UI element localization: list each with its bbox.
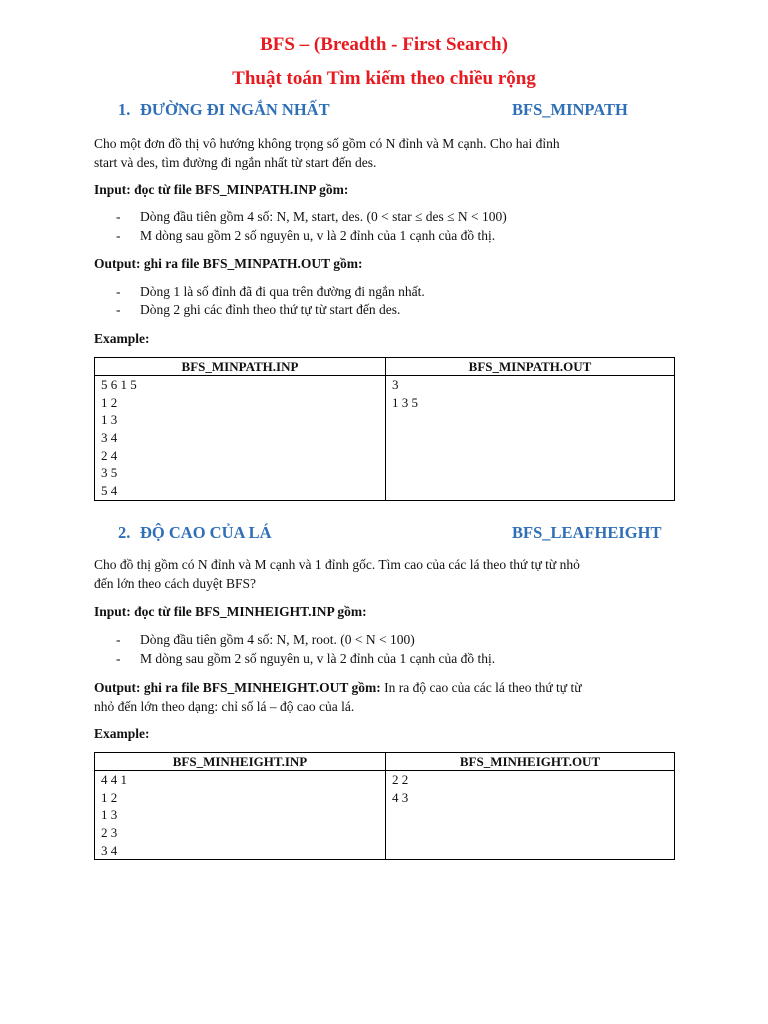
section2-desc-line1: Cho đồ thị gồm có N đỉnh và M cạnh và 1 đỉnh gốc. Tìm cao của các lá theo thứ tự từ nhỏ [94, 557, 580, 572]
section2-output-line1 [94, 678, 684, 697]
section1-name: ĐƯỜNG ĐI NGẮN NHẤT [140, 100, 330, 119]
section1-output-heading: Output: ghi ra file BFS_MINPATH.OUT gồm: [94, 256, 363, 271]
out-cell [386, 771, 675, 860]
out-line: 2 2 [392, 772, 409, 787]
inp-line: 1 2 [101, 789, 118, 805]
section1-desc-line2: start và des, tìm đường đi ngắn nhất từ start đến des. [94, 155, 377, 170]
inp-cell [95, 771, 386, 860]
section1-input-heading: Input: đọc từ file BFS_MINPATH.INP gồm: [94, 182, 349, 197]
table-header-out: BFS_MINHEIGHT.OUT [386, 753, 675, 771]
inp-line: 3 4 [101, 842, 118, 858]
section2-output-heading: Output: ghi ra file BFS_MINHEIGHT.OUT gồm: [94, 680, 381, 695]
document-page: BFS – (Breadth - First Search) Thuật toán Tìm kiếm theo chiều rộng 1. ĐƯỜNG ĐI NGẮN NHẤT BFS_MINPATH Cho một đơn đồ thị vô hướng không trọng số gồm có N đỉnh và M cạnh. Cho hai đỉnh start và des, tìm đường đi ngắn nhất từ start đến des. Input: đọc từ file BFS_MINPATH.INP gồm: - Dòng đầu tiên gồm 4 số: N, M, start, des. (0 < star ≤ des ≤ N < 100) - M dòng sau gồm 2 số nguyên u, v là 2 đỉnh của 1 cạnh của đồ thị. Output: ghi ra file BFS_MINPATH.OUT gồm: - Dòng 1 là số đỉnh đã đi qua trên đường đi ngắn nhất. - Dòng 2 ghi các đỉnh theo thứ tự từ start đến des. Example: BFS_MINPATH.INP BFS_MINPATH.OUT 5 6 1 5 1 2 1 3 3 4 2 4 3 5 5 4 3 1 3 5 2. ĐỘ CAO CỦA LÁ BFS_LEAFHEIGHT Cho đồ thị gồm có N đỉnh và M cạnh và 1 đỉnh gốc. Tìm cao của các lá theo thứ tự từ nhỏ đến lớn theo cách duyệt BFS? Input: đọc từ file BFS_MINHEIGHT.INP gồm: - Dòng đầu tiên gồm 4 số: N, M, root. (0 < N < 100) - M dòng sau gồm 2 số nguyên u, v là 2 đỉnh của 1 cạnh của đồ thị. Output: ghi ra file BFS_MINHEIGHT.OUT gồm: In ra độ cao của các lá theo thứ tự từ nhỏ đến lớn theo dạng: chỉ số lá – độ cao của lá. Example: BFS_MINHEIGHT.INP BFS_MINHEIGHT.OUT 4 4 1 1 2 1 3 2 3 3 4 2 2 4 3 [0, 0, 768, 1024]
section1-number: 1. [118, 100, 131, 119]
section2-name: ĐỘ CAO CỦA LÁ [140, 523, 272, 542]
table-header-out: BFS_MINPATH.OUT [386, 358, 675, 376]
section1-example-label: Example: [94, 331, 150, 346]
section1-example-table [94, 357, 675, 501]
section2-input-heading: Input: đọc từ file BFS_MINHEIGHT.INP gồm: [94, 604, 367, 619]
table-header-row [95, 753, 675, 771]
out-line: 1 3 5 [392, 394, 418, 410]
inp-line: 2 3 [101, 825, 118, 841]
section2-code: BFS_LEAFHEIGHT [512, 523, 662, 542]
table-header-inp: BFS_MINHEIGHT.INP [95, 753, 386, 771]
section2-example-label: Example: [94, 726, 150, 741]
table-row [95, 771, 675, 860]
section1-description [94, 134, 684, 172]
out-line: 4 3 [392, 789, 409, 805]
section2-number: 2. [118, 523, 131, 542]
table-header-row [95, 358, 675, 376]
section2-description [94, 555, 684, 593]
section2-desc-line2: đến lớn theo cách duyệt BFS? [94, 576, 256, 591]
section1-code: BFS_MINPATH [512, 100, 628, 119]
inp-line: 4 4 1 [101, 772, 127, 787]
inp-line: 1 3 [101, 412, 118, 428]
inp-line: 1 2 [101, 394, 118, 410]
section2-output [94, 678, 684, 716]
section2-heading [118, 523, 678, 545]
inp-line: 5 4 [101, 483, 118, 499]
out-cell [386, 376, 675, 501]
table-header-inp: BFS_MINPATH.INP [95, 358, 386, 376]
section2-example-table [94, 752, 675, 860]
out-line: 3 [392, 377, 399, 392]
inp-line: 5 6 1 5 [101, 377, 137, 392]
table-row [95, 376, 675, 501]
inp-line: 3 4 [101, 430, 118, 446]
section2-output-line2: nhỏ đến lớn theo dạng: chỉ số lá – độ cao của lá. [94, 699, 355, 714]
inp-line: 3 5 [101, 465, 118, 481]
inp-cell [95, 376, 386, 501]
inp-line: 1 3 [101, 807, 118, 823]
document-title: BFS – (Breadth - First Search) [260, 34, 508, 55]
document-subtitle: Thuật toán Tìm kiếm theo chiều rộng [232, 68, 536, 89]
section2-output-text: In ra độ cao của các lá theo thứ tự từ [380, 680, 582, 695]
section1-heading [118, 100, 678, 122]
inp-line: 2 4 [101, 447, 118, 463]
section1-desc-line1: Cho một đơn đồ thị vô hướng không trọng số gồm có N đỉnh và M cạnh. Cho hai đỉnh [94, 136, 560, 151]
